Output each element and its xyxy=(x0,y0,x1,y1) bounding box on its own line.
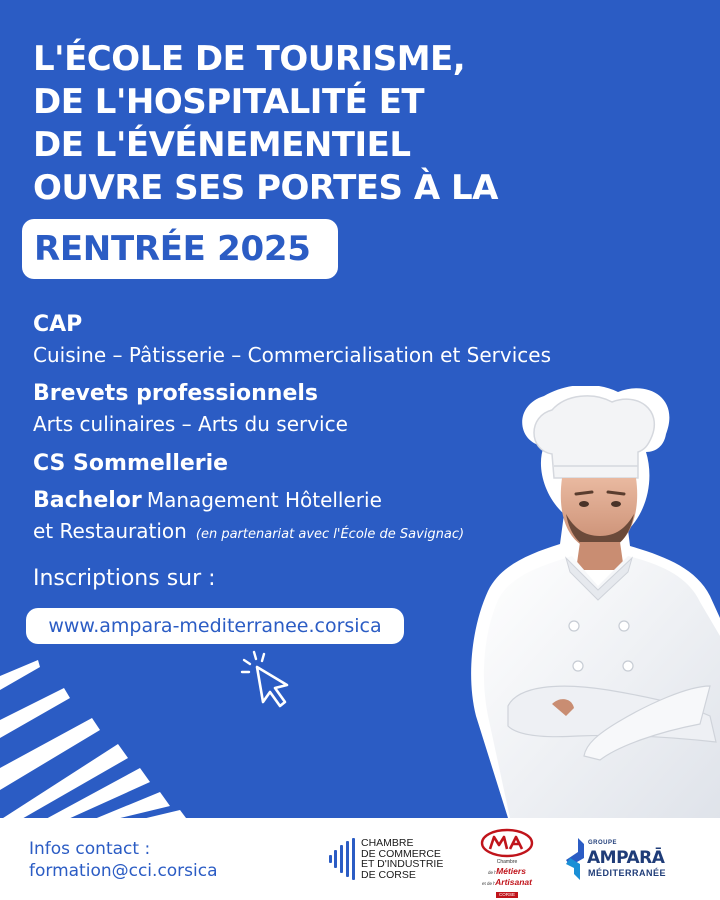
headline xyxy=(33,38,498,210)
headline-line-4: OUVRE SES PORTES À LA xyxy=(33,168,498,208)
cma-row-2: et de l'Artisanat xyxy=(482,877,532,887)
registration-label: Inscriptions sur : xyxy=(33,566,216,591)
bachelor-detail-2: et Restauration xyxy=(33,519,187,543)
cma-region: CORSE xyxy=(496,892,518,898)
contact-label: Infos contact : xyxy=(29,839,151,859)
cs-title: CS Sommellerie xyxy=(33,451,229,476)
cci-text xyxy=(361,838,443,880)
rentree-label: RENTRÉE 2025 xyxy=(34,229,311,269)
ampara-logo xyxy=(566,838,686,882)
cci-logo xyxy=(328,832,458,886)
headline-line-3: DE L'ÉVÉNEMENTIEL xyxy=(33,125,411,165)
headline-line-2: DE L'HOSPITALITÉ ET xyxy=(33,82,425,122)
bachelor-detail-1: Management Hôtellerie xyxy=(146,488,382,512)
cci-line-3: ET D'INDUSTRIE xyxy=(361,858,444,870)
cma-logo xyxy=(478,828,536,897)
ampara-logo-icon xyxy=(566,838,584,880)
headline-line-1: L'ÉCOLE DE TOURISME, xyxy=(33,39,466,79)
cma-row-1: de l'Métiers xyxy=(488,866,526,876)
cap-detail: Cuisine – Pâtisserie – Commercialisation et Services xyxy=(33,343,551,367)
contact-email[interactable]: formation@cci.corsica xyxy=(29,861,218,881)
cci-line-2: DE COMMERCE xyxy=(361,847,441,860)
footer xyxy=(0,818,720,900)
cma-text xyxy=(478,858,536,898)
chef-photo xyxy=(448,386,720,818)
registration-url[interactable]: www.ampara-mediterranee.corsica xyxy=(48,615,382,637)
cap-title: CAP xyxy=(33,312,83,337)
cci-logo-icon xyxy=(328,836,358,882)
bachelor-line-1 xyxy=(33,488,382,513)
bachelor-line-2 xyxy=(33,519,464,543)
ampara-sub: MÉDITERRANÉE xyxy=(588,868,667,878)
cursor-click-icon xyxy=(240,650,300,712)
bachelor-note: (en partenariat avec l'École de Savignac) xyxy=(195,527,465,542)
contact-block xyxy=(29,838,218,882)
bp-detail: Arts culinaires – Arts du service xyxy=(33,412,348,436)
cma-artisanat: Artisanat xyxy=(495,877,532,887)
cci-line-1: CHAMBRE xyxy=(361,837,414,849)
cma-logo-icon xyxy=(480,828,534,858)
bachelor-title: Bachelor xyxy=(33,488,142,513)
cci-line-4: DE CORSE xyxy=(361,868,416,881)
rentree-badge xyxy=(22,219,338,279)
ampara-groupe: GROUPE xyxy=(588,840,618,846)
decorative-rays xyxy=(0,620,210,818)
bp-title: Brevets professionnels xyxy=(33,381,319,406)
cma-top: Chambre xyxy=(496,859,518,865)
cma-metiers: Métiers xyxy=(496,866,526,876)
ampara-name: AMPARĀ xyxy=(587,848,665,868)
